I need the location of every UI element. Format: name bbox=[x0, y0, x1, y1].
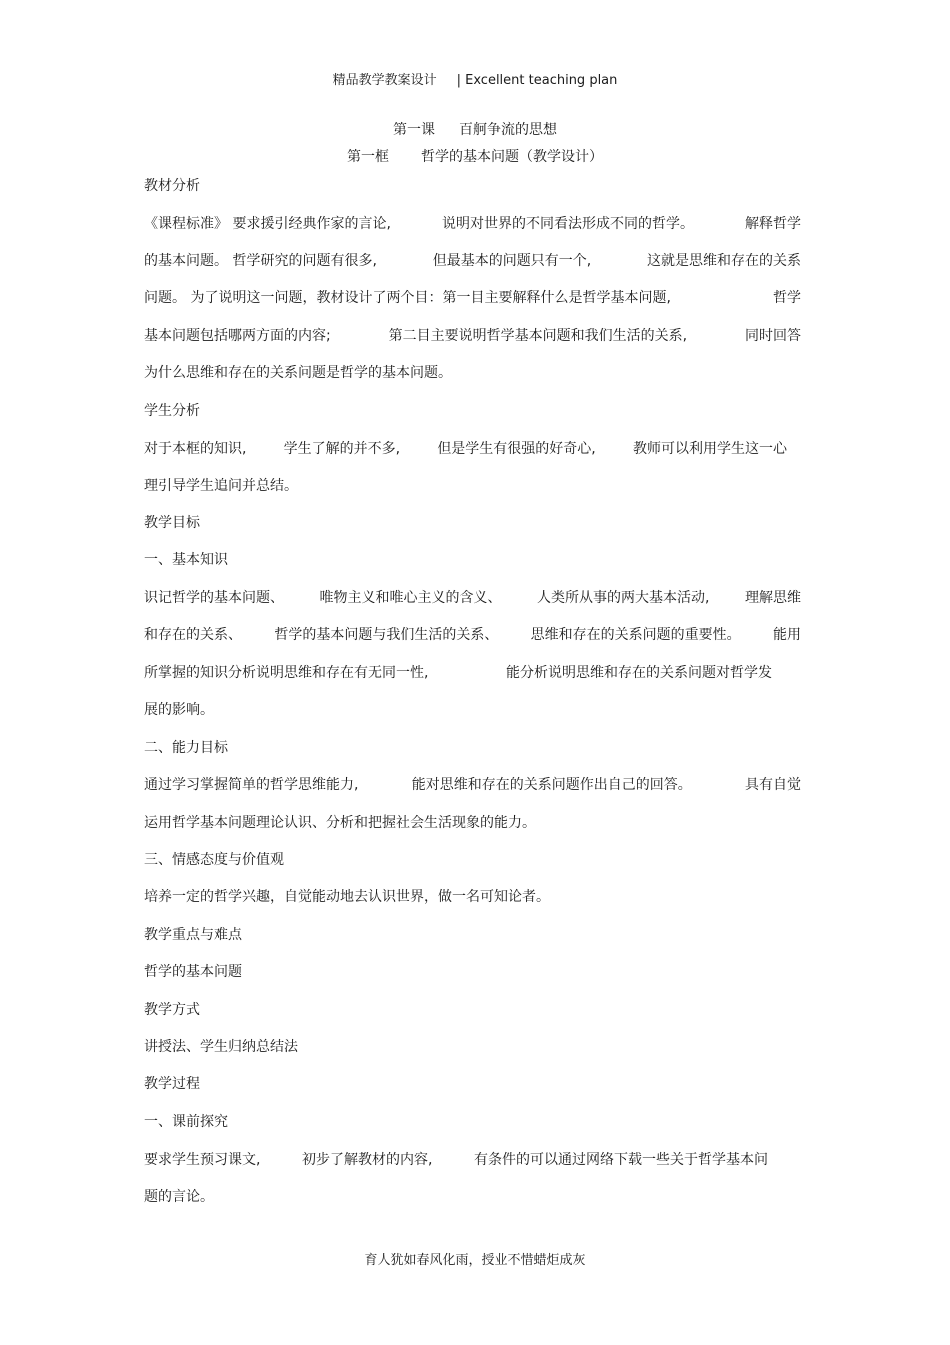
paragraph-line: 为什么思维和存在的关系问题是哲学的基本问题。 bbox=[144, 365, 452, 381]
text-segment: 但是学生有很强的好奇心, bbox=[437, 441, 596, 457]
frame-title bbox=[0, 146, 950, 166]
header-left: 精品教学教案设计 bbox=[332, 73, 437, 88]
paragraph-line bbox=[144, 325, 801, 345]
heading-emotion-values: 三、情感态度与价值观 bbox=[144, 852, 284, 868]
text-segment: 理解思维 bbox=[745, 590, 801, 606]
paragraph-line bbox=[144, 587, 801, 607]
text-segment: 通过学习掌握简单的哲学思维能力, bbox=[144, 777, 359, 793]
frame-name: 哲学的基本问题（教学设计） bbox=[421, 149, 603, 165]
text-segment: 哲学 bbox=[773, 290, 801, 306]
paragraph-line: 展的影响。 bbox=[144, 702, 214, 718]
lesson-name: 百舸争流的思想 bbox=[459, 122, 557, 138]
lesson-number: 第一课 bbox=[393, 122, 435, 138]
heading-basic-knowledge: 一、基本知识 bbox=[144, 552, 228, 568]
text-segment: 说明对世界的不同看法形成不同的哲学。 bbox=[441, 216, 694, 232]
paragraph-line: 哲学的基本问题 bbox=[144, 964, 242, 980]
heading-material-analysis: 教材分析 bbox=[144, 178, 200, 194]
text-segment: 但最基本的问题只有一个, bbox=[432, 253, 592, 269]
text-segment: 和存在的关系、 bbox=[144, 627, 242, 643]
paragraph-line: 理引导学生追问并总结。 bbox=[144, 478, 298, 494]
text-segment: 第二目主要说明哲学基本问题和我们生活的关系, bbox=[388, 328, 688, 344]
heading-key-points: 教学重点与难点 bbox=[144, 927, 242, 943]
frame-number: 第一框 bbox=[347, 149, 389, 165]
paragraph-line bbox=[144, 1149, 768, 1169]
text-segment: 学生了解的并不多, bbox=[283, 441, 401, 457]
text-segment: 要求学生预习课文, bbox=[144, 1152, 261, 1168]
text-segment: 思维和存在的关系问题的重要性。 bbox=[530, 627, 741, 643]
text-segment: 教师可以利用学生这一心 bbox=[632, 441, 787, 457]
text-segment: 能对思维和存在的关系问题作出自己的回答。 bbox=[411, 777, 692, 793]
paragraph-line: 题的言论。 bbox=[144, 1189, 214, 1205]
page-header bbox=[0, 69, 950, 88]
paragraph-line: 培养一定的哲学兴趣，自觉能动地去认识世界，做一名可知论者。 bbox=[144, 889, 550, 905]
text-segment: 基本问题包括哪两方面的内容; bbox=[144, 328, 331, 344]
heading-ability-goals: 二、能力目标 bbox=[144, 740, 228, 756]
paragraph-line bbox=[144, 287, 801, 307]
header-right: | Excellent teaching plan bbox=[456, 73, 618, 88]
text-segment: 的基本问题。 哲学研究的问题有很多, bbox=[144, 253, 377, 269]
text-segment: 能用 bbox=[772, 627, 801, 643]
heading-teaching-process: 教学过程 bbox=[144, 1076, 200, 1092]
text-segment: 识记哲学的基本问题、 bbox=[144, 590, 284, 606]
heading-student-analysis: 学生分析 bbox=[144, 403, 200, 419]
text-segment: 对于本框的知识, bbox=[144, 441, 247, 457]
text-segment: 这就是思维和存在的关系 bbox=[646, 253, 801, 269]
text-segment: 人类所从事的两大基本活动, bbox=[537, 590, 710, 606]
text-segment: 问题。 为了说明这一问题，教材设计了两个目：第一目主要解释什么是哲学基本问题, bbox=[144, 290, 671, 306]
text-segment: 初步了解教材的内容, bbox=[302, 1152, 433, 1168]
paragraph-line bbox=[144, 774, 801, 794]
heading-teaching-goals: 教学目标 bbox=[144, 515, 200, 531]
text-segment: 《课程标准》 要求援引经典作家的言论, bbox=[144, 216, 391, 232]
heading-teaching-method: 教学方式 bbox=[144, 1002, 200, 1018]
paragraph-line bbox=[144, 624, 801, 644]
text-segment: 解释哲学 bbox=[745, 216, 801, 232]
paragraph-line bbox=[144, 213, 801, 233]
text-segment: 有条件的可以通过网络下载一些关于哲学基本问 bbox=[474, 1152, 768, 1168]
paragraph-line: 讲授法、学生归纳总结法 bbox=[144, 1039, 298, 1055]
lesson-title bbox=[0, 119, 950, 139]
text-segment: 具有自觉 bbox=[744, 777, 801, 793]
text-segment: 同时回答 bbox=[744, 328, 801, 344]
page-footer: 育人犹如春风化雨，授业不惜蜡炬成灰 bbox=[364, 1253, 586, 1268]
paragraph-line: 运用哲学基本问题理论认识、分析和把握社会生活现象的能力。 bbox=[144, 815, 536, 831]
text-segment: 唯物主义和唯心主义的含义、 bbox=[319, 590, 502, 606]
paragraph-line bbox=[144, 662, 772, 682]
text-segment: 哲学的基本问题与我们生活的关系、 bbox=[274, 627, 499, 643]
paragraph-line bbox=[144, 250, 801, 270]
text-segment: 所掌握的知识分析说明思维和存在有无同一性, bbox=[144, 665, 429, 681]
paragraph-line bbox=[144, 438, 787, 458]
heading-pre-class: 一、课前探究 bbox=[144, 1114, 228, 1130]
text-segment: 能分析说明思维和存在的关系问题对哲学发 bbox=[506, 665, 772, 681]
